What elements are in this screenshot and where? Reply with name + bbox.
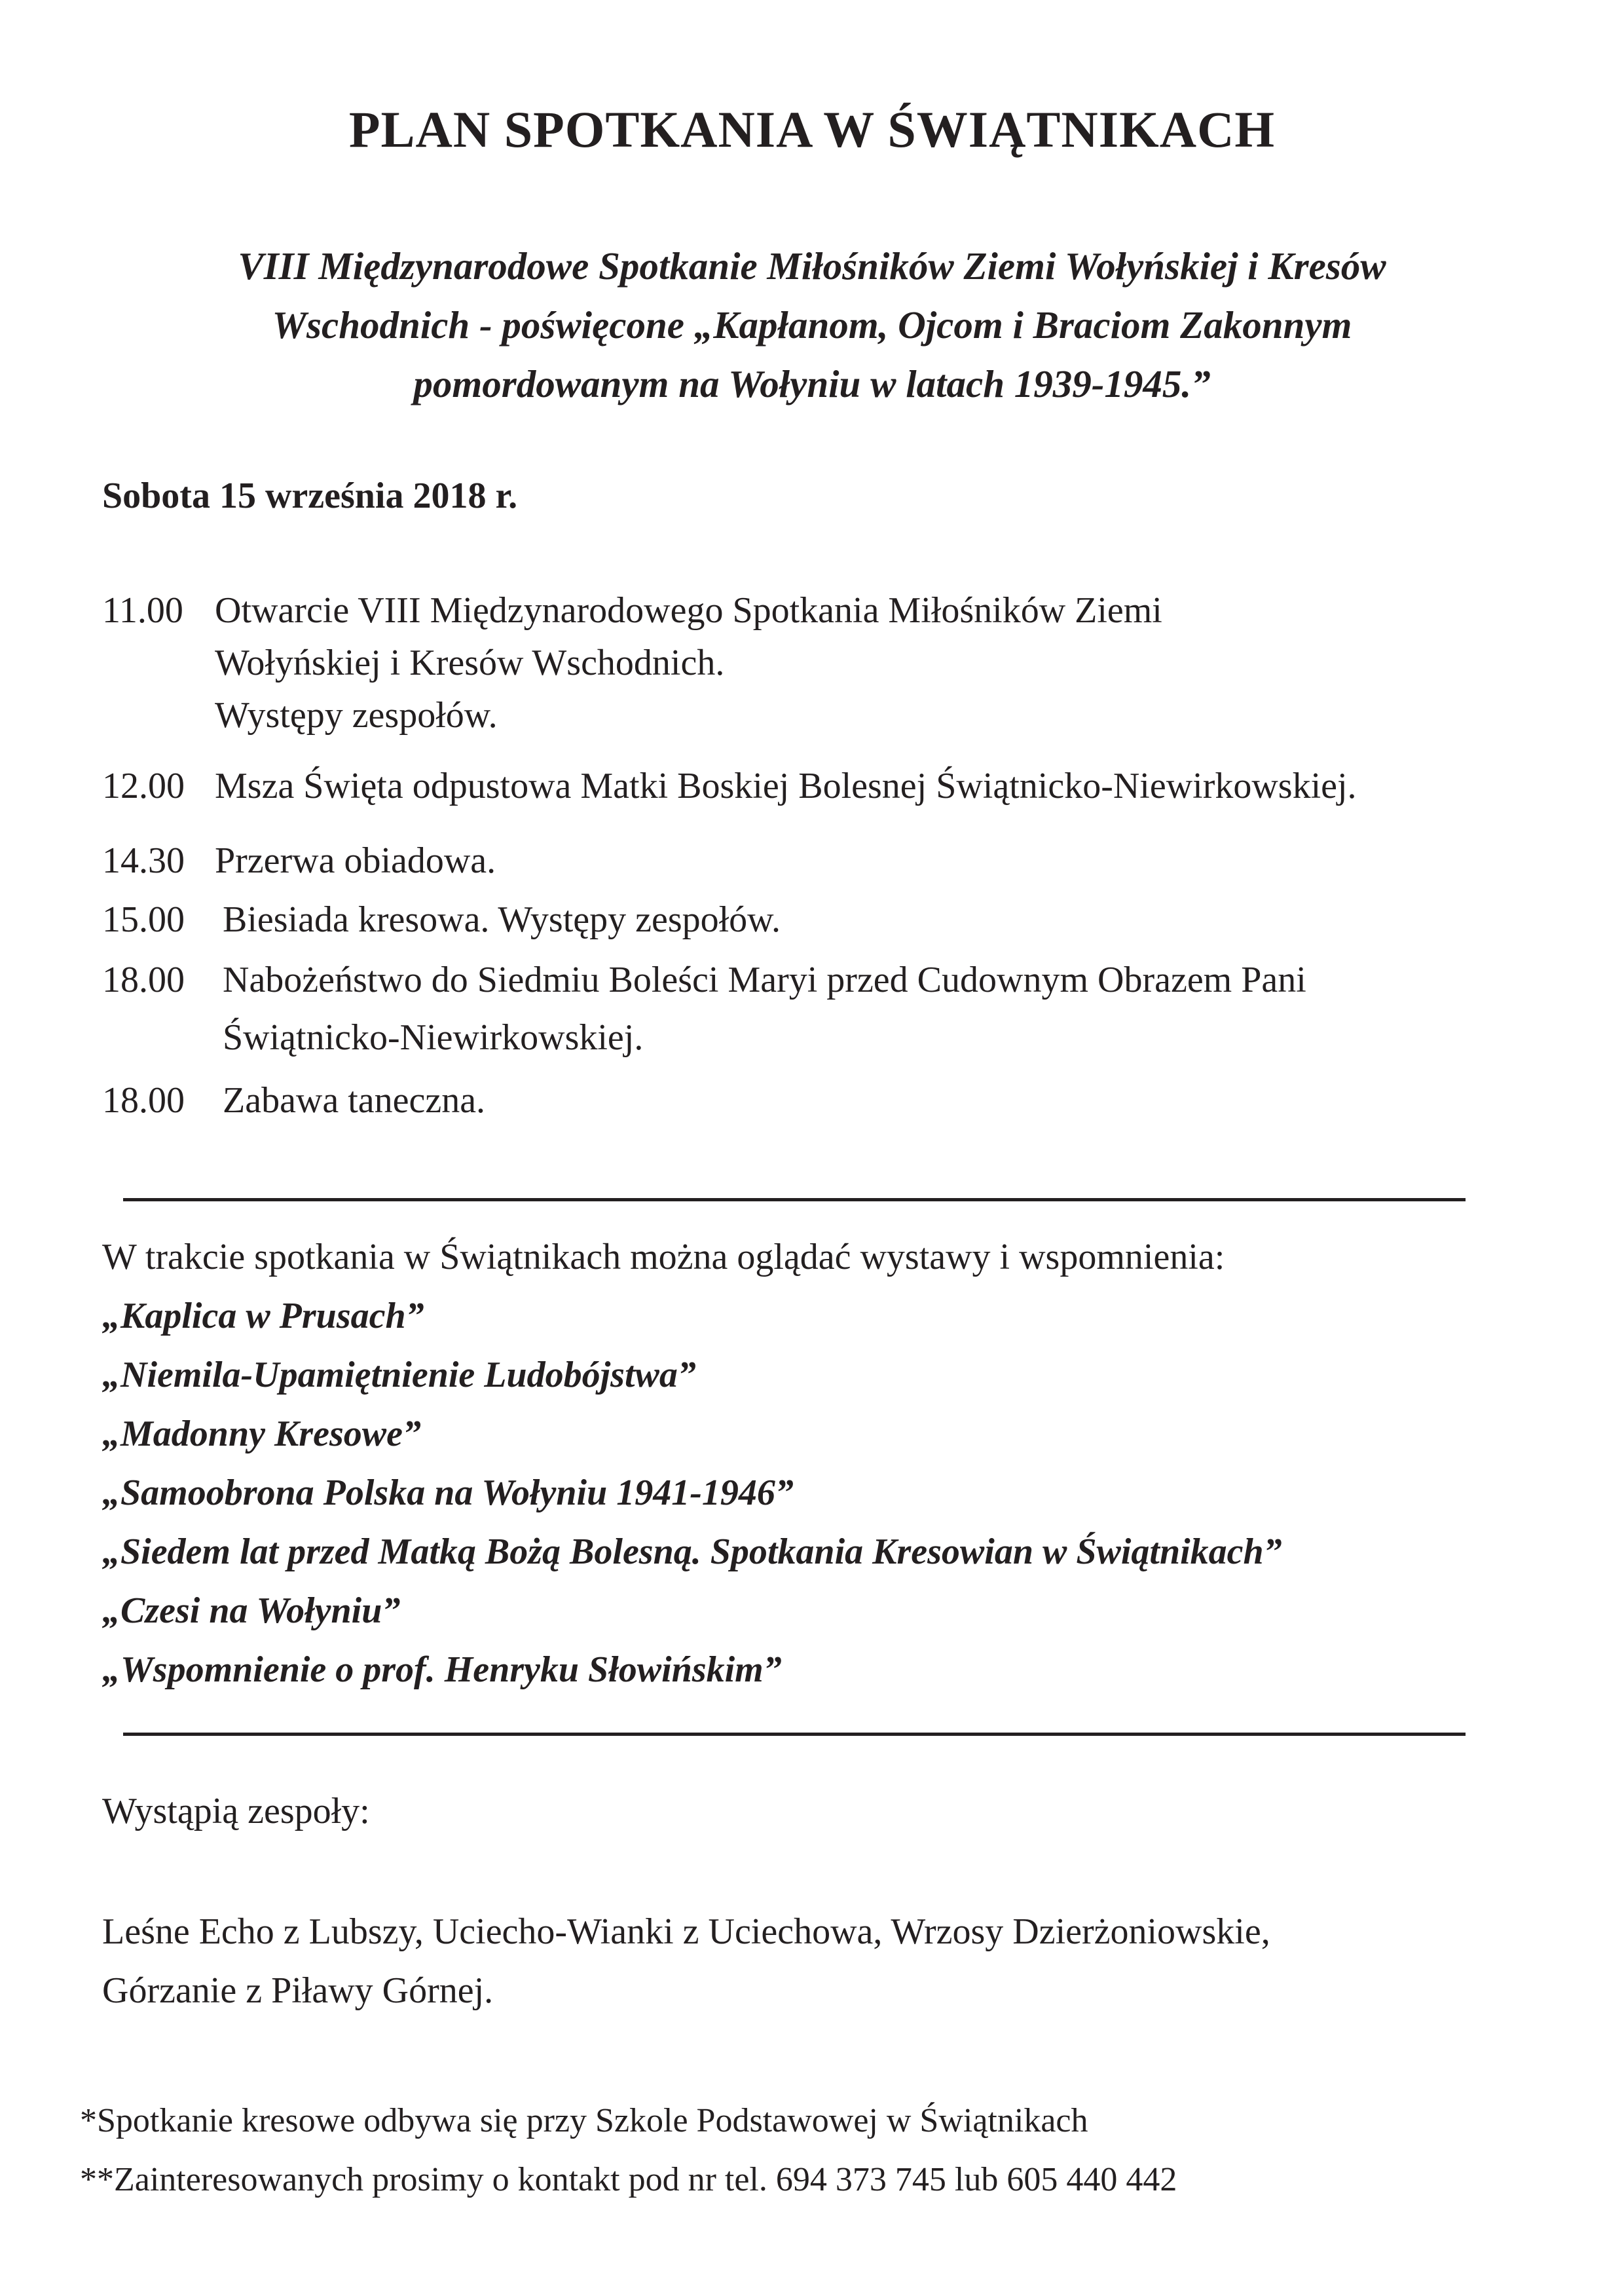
performers-heading: Wystąpią zespoły: [102, 1791, 370, 1831]
subtitle-line-1: VIII Międzynarodowe Spotkanie Miłośników Ziemi Wołyńskiej i Kresów [238, 244, 1386, 288]
schedule-time: 18.00 [102, 1080, 185, 1121]
schedule-line: Świątnicko-Niewirkowskiej. [223, 1017, 644, 1058]
footnote: **Zainteresowanych prosimy o kontakt pod nr tel. 694 373 745 lub 605 440 442 [80, 2161, 1177, 2198]
schedule-line: Wołyńskiej i Kresów Wschodnich. [215, 643, 725, 683]
page-title: PLAN SPOTKANIA W ŚWIĄTNIKACH [348, 101, 1276, 158]
exhibition-item: „Madonny Kresowe” [102, 1414, 421, 1454]
performers-line: Leśne Echo z Lubszy, Uciecho-Wianki z Uciechowa, Wrzosy Dzierżoniowskie, [102, 1911, 1270, 1952]
schedule-line: Występy zespołów. [215, 695, 498, 736]
exhibition-item: „Niemila-Upamiętnienie Ludobójstwa” [102, 1355, 696, 1395]
schedule-time: 15.00 [102, 899, 185, 940]
performers-line: Górzanie z Piławy Górnej. [102, 1970, 494, 2011]
schedule-line: Nabożeństwo do Siedmiu Boleści Maryi przed Cudownym Obrazem Pani [223, 960, 1306, 1000]
schedule-line: Przerwa obiadowa. [215, 840, 496, 881]
event-date: Sobota 15 września 2018 r. [102, 476, 518, 516]
schedule-line: Biesiada kresowa. Występy zespołów. [223, 899, 781, 940]
divider [123, 1733, 1466, 1736]
subtitle-line-3: pomordowanym na Wołyniu w latach 1939-1945.” [413, 362, 1211, 405]
footnote: *Spotkanie kresowe odbywa się przy Szkole Podstawowej w Świątnikach [80, 2102, 1088, 2139]
schedule-line: Otwarcie VIII Międzynarodowego Spotkania Miłośników Ziemi [215, 590, 1162, 631]
exhibition-item: „Siedem lat przed Matką Bożą Bolesną. Spotkania Kresowian w Świątnikach” [102, 1531, 1282, 1572]
exhibitions-intro: W trakcie spotkania w Świątnikach można oglądać wystawy i wspomnienia: [102, 1237, 1225, 1277]
exhibition-item: „Kaplica w Prusach” [102, 1296, 424, 1336]
subtitle-line-2: Wschodnich - poświęcone „Kapłanom, Ojcom i Braciom Zakonnym [272, 303, 1352, 347]
exhibition-item: „Samoobrona Polska na Wołyniu 1941-1946” [102, 1473, 794, 1513]
divider [123, 1198, 1466, 1201]
schedule-time: 12.00 [102, 766, 185, 806]
schedule-time: 11.00 [102, 590, 183, 631]
schedule-time: 18.00 [102, 960, 185, 1000]
schedule-line: Zabawa taneczna. [223, 1080, 486, 1121]
exhibition-item: „Wspomnienie o prof. Henryku Słowińskim” [102, 1649, 782, 1690]
exhibition-item: „Czesi na Wołyniu” [102, 1590, 401, 1631]
schedule-line: Msza Święta odpustowa Matki Boskiej Bolesnej Świątnicko-Niewirkowskiej. [215, 766, 1357, 806]
schedule-time: 14.30 [102, 840, 185, 881]
